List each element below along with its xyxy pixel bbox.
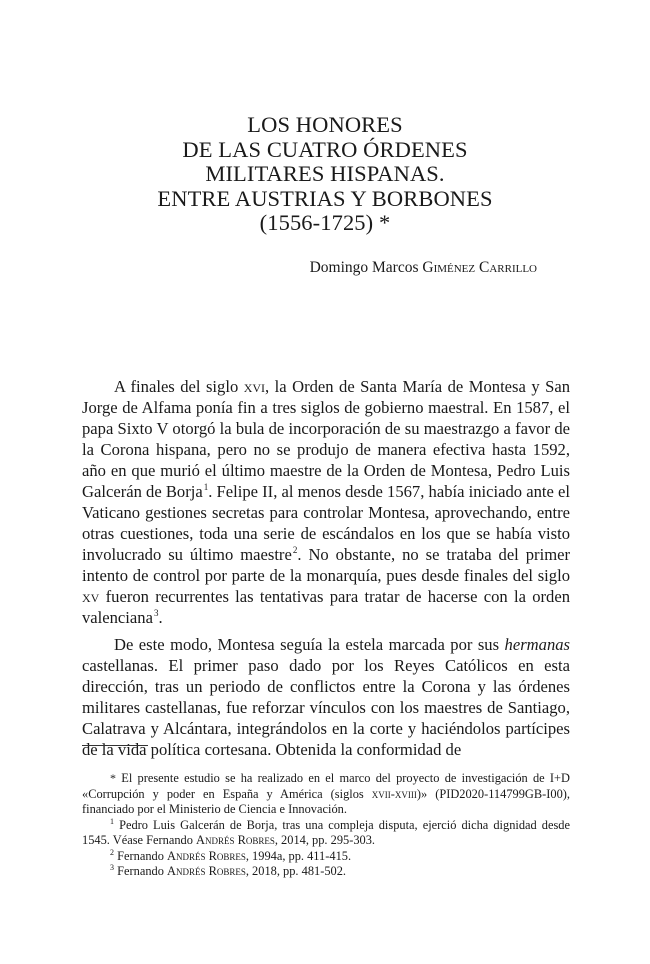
- title-line: DE LAS CUATRO ÓRDENES: [182, 136, 468, 162]
- footnote: [82, 818, 570, 849]
- text-run: A finales del siglo: [114, 377, 239, 396]
- author-surname: Giménez Carrillo: [422, 259, 537, 276]
- text-run: De este modo, Montesa seguía la estela marcada por sus: [114, 635, 500, 654]
- footnote-reference[interactable]: 3: [153, 608, 159, 619]
- text-run: castellanas. El primer paso dado por los Reyes Católicos en esta dirección, tras un periodo de conflictos entre la Corona y las órdenes militares castellanas, fue reforzar vínculos con los maestres de Santiago, Calatrava y Alcántara, integrándolos en la corte y haciéndolos partícipes de la vida política cortesana. Obtenida la conformidad de: [82, 656, 570, 759]
- title-footnote-mark: *: [378, 210, 391, 235]
- cited-author: Andrés Robres: [167, 864, 246, 878]
- footnote-reference[interactable]: 1: [203, 482, 209, 493]
- cited-author: Andrés Robres: [167, 848, 246, 863]
- century-numeral: xvi: [243, 377, 266, 396]
- title-line: MILITARES HISPANAS.: [205, 161, 445, 186]
- century-numeral: xvii-xviii: [371, 786, 417, 801]
- footnote-text: , 1994a, pp. 411-415.: [245, 848, 352, 863]
- footnote-mark: 2: [110, 847, 114, 857]
- footnote-mark: 1: [110, 816, 114, 826]
- footnote-text: , 2018, pp. 481-502.: [245, 864, 347, 878]
- footnote-text: Fernando: [117, 864, 164, 878]
- author-name: [310, 259, 537, 277]
- footnote-reference[interactable]: 2: [292, 545, 298, 556]
- article-title: [0, 113, 650, 236]
- footnote: [82, 849, 570, 865]
- footnote-text: )» (PID2020-114799GB-I00), financiado por el Ministerio de Ciencia e Innovación.: [82, 786, 570, 816]
- footnote: [82, 771, 570, 818]
- paragraph: [82, 376, 570, 628]
- emphasis: hermanas: [504, 635, 570, 654]
- paragraph: [82, 634, 570, 760]
- title-line: LOS HONORES: [247, 112, 403, 137]
- body-text: [82, 376, 570, 760]
- footnote-text: Pedro Luis Galcerán de Borja, tras una compleja disputa, ejerció dicha dignidad desde 1545. Véase Fernando: [82, 817, 570, 847]
- footnote-text: El presente estudio se ha realizado en el marco del proyecto de investigación de I+D «Corrupción y poder en España y América (siglos: [82, 771, 570, 801]
- cited-author: Andrés Robres: [196, 833, 275, 847]
- century-numeral: xv: [82, 587, 100, 606]
- title-line: [0, 211, 650, 236]
- text-run: .: [158, 608, 163, 627]
- text-run: . No obstante, no se trataba del primer intento de control por parte de la monarquía, pues desde finales del siglo: [82, 545, 570, 585]
- text-run: . Felipe II, al menos desde 1567, había iniciado ante el Vaticano gestiones secretas para controlar Montesa, aprovechando, entre otras cuestiones, toda una serie de escándalos en los que se había visto involucrado su último maestre: [82, 482, 570, 564]
- footnote-mark: *: [110, 771, 116, 785]
- footnotes: [82, 771, 570, 880]
- footnote-separator: [82, 745, 148, 746]
- footnote-text: Fernando: [117, 848, 164, 863]
- footnote-mark: 3: [110, 862, 114, 872]
- text-run: , la Orden de Santa María de Montesa y San Jorge de Alfama ponía fin a tres siglos de gobierno maestral. En 1587, el papa Sixto V otorgó la bula de incorporación de su maestrazgo a favor de la Corona hispana, pero no se produjo de manera efectiva hasta 1592, año en que murió el último maestre de la Orden de Montesa, Pedro Luis Galcerán de Borja: [82, 377, 570, 501]
- title-years: (1556-1725): [259, 210, 374, 235]
- title-line: ENTRE AUSTRIAS Y BORBONES: [157, 185, 493, 211]
- footnote: [82, 864, 570, 880]
- footnote-text: , 2014, pp. 295-303.: [274, 833, 376, 847]
- author-given-name: Domingo Marcos: [309, 259, 419, 276]
- text-run: fueron recurrentes las tentativas para tratar de hacerse con la orden valenciana: [82, 587, 571, 627]
